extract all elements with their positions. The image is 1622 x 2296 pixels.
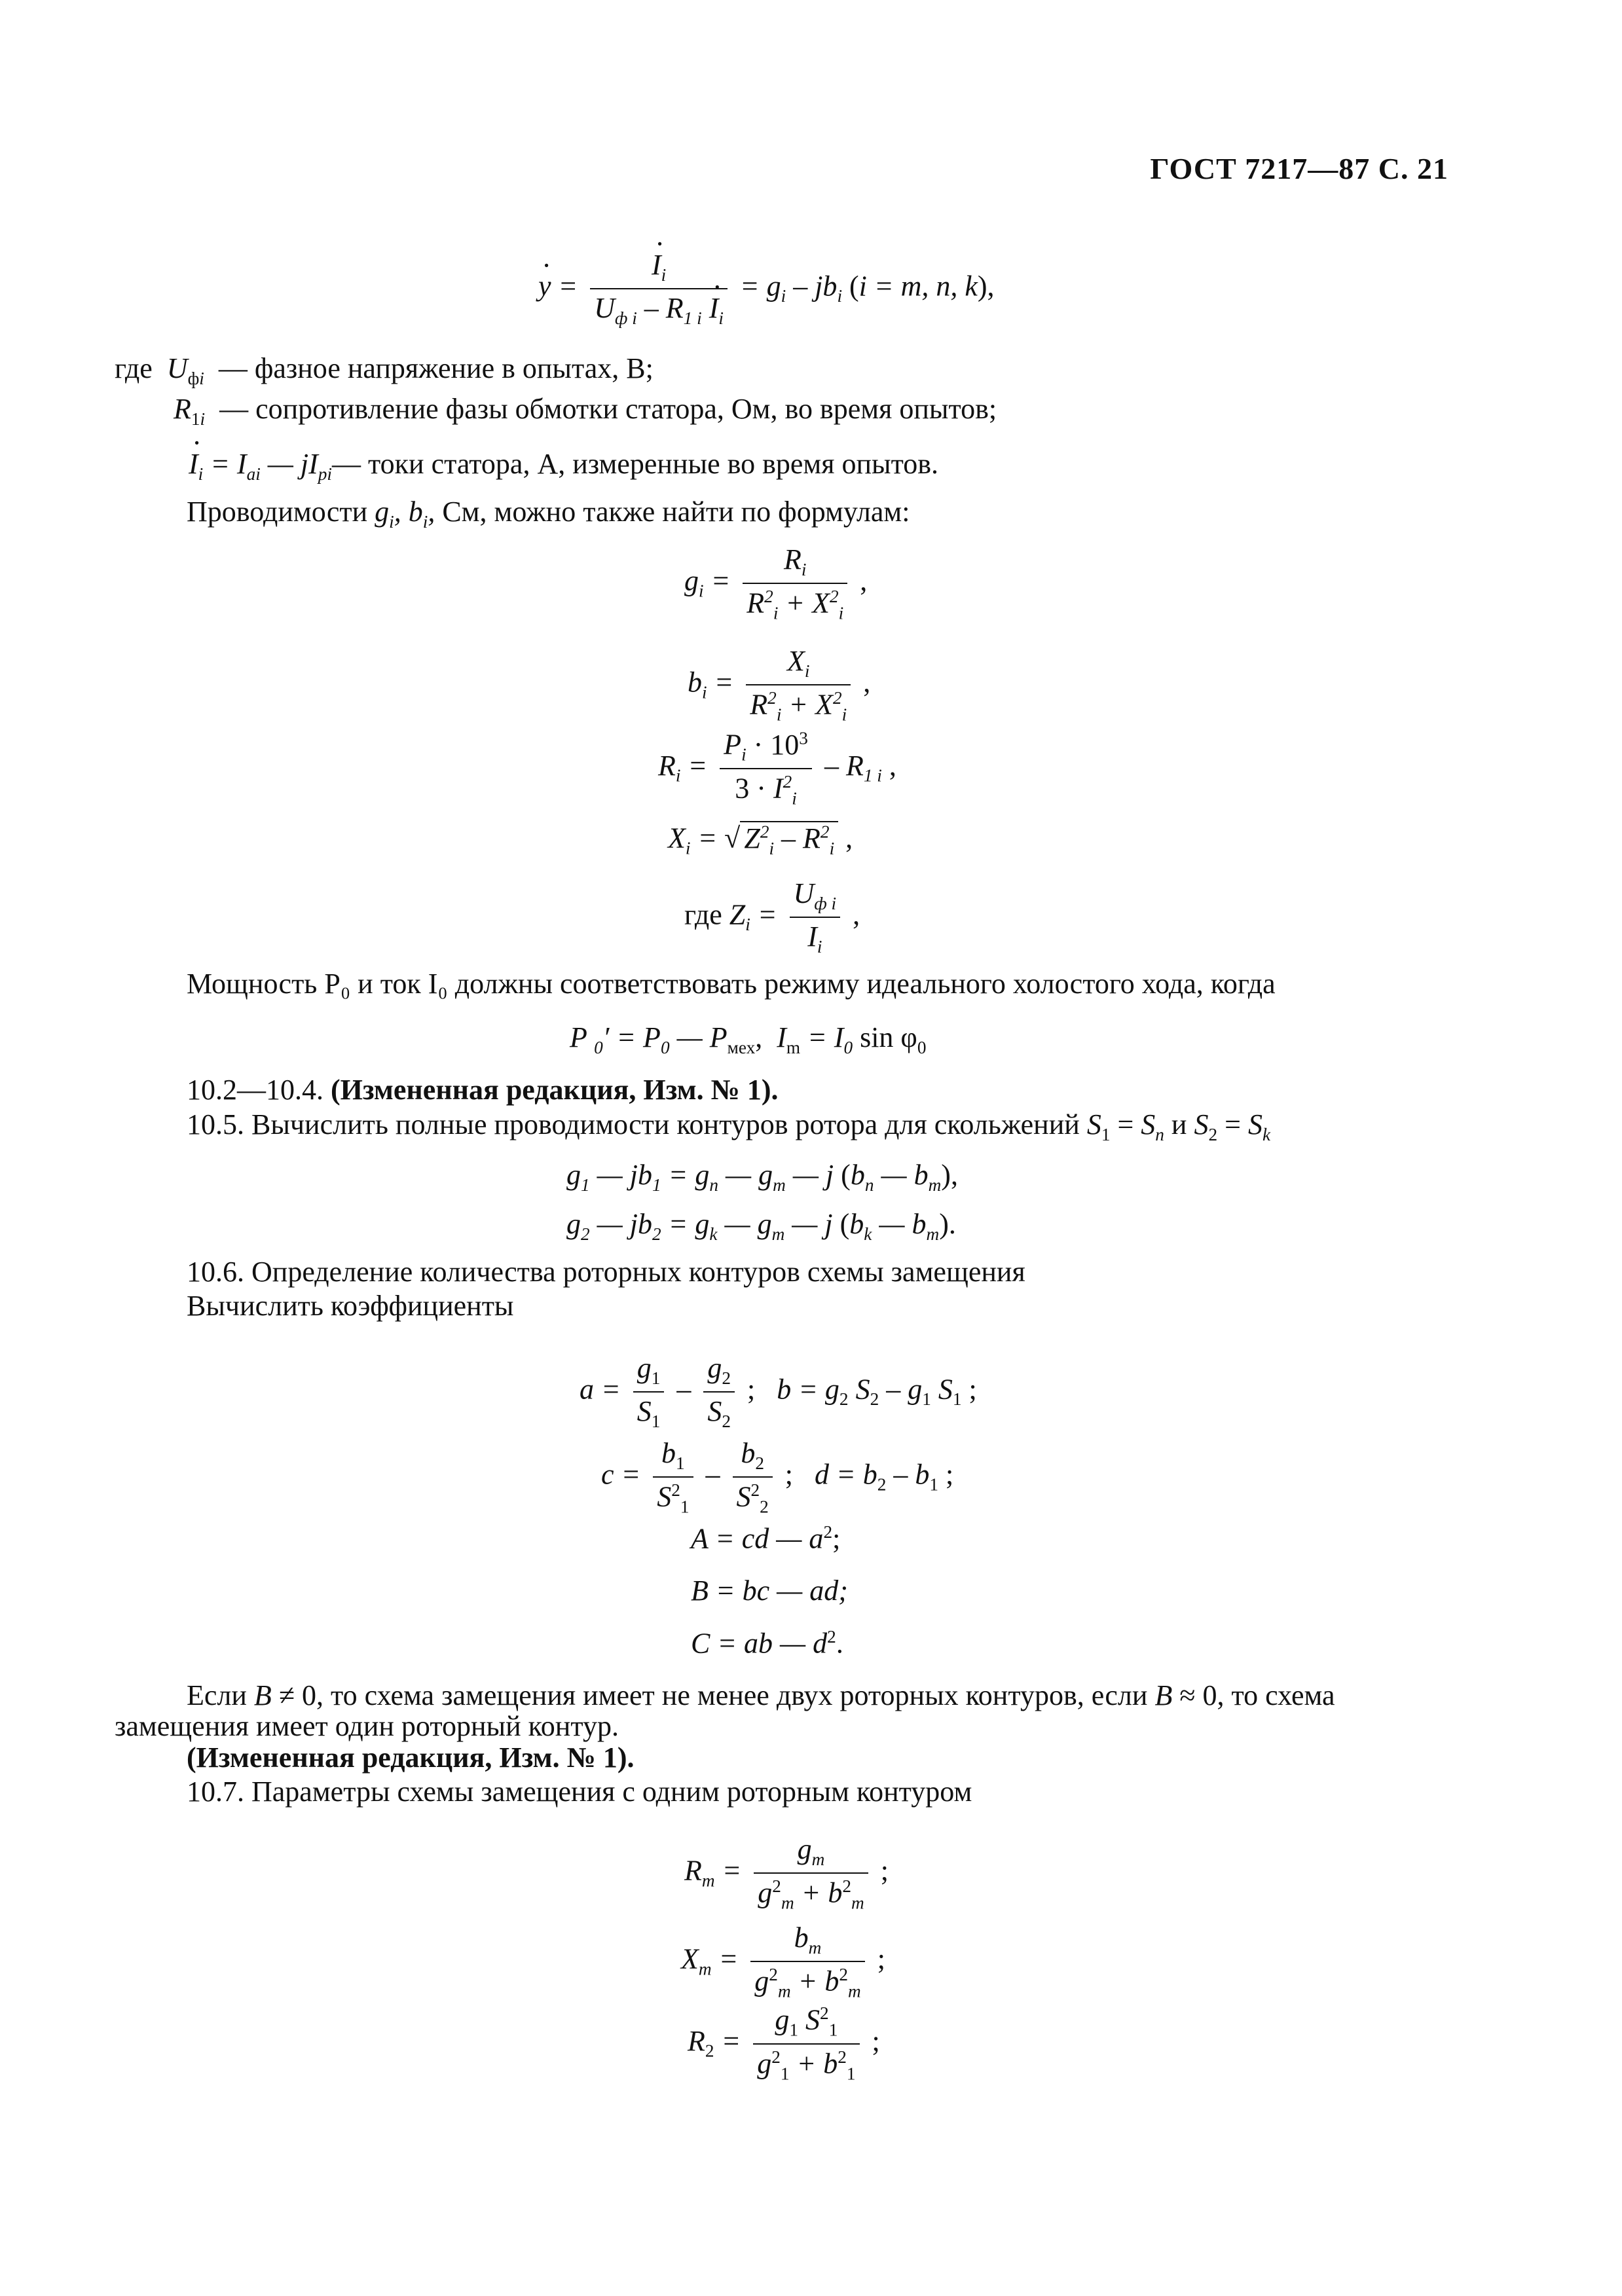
condition-line-2: замещения имеет один роторный контур.	[115, 1710, 619, 1742]
power-line: Мощность P₀ и ток I₀ должны соответствовать режиму идеального холостого хода, когда	[187, 968, 1276, 1000]
formula-x: $X_i$ = √ $Z^2_i - R^2_i$ ,	[668, 822, 853, 858]
formula-Xm: $X_m$ = $\frac{b_m}{g^2_m + b^2_m}$ ;	[681, 1922, 885, 2001]
para-10-2: 10.2—10.4. (Измененная редакция, Изм. № 1).	[187, 1074, 779, 1106]
changed-edition: (Измененная редакция, Изм. № 1).	[187, 1741, 635, 1774]
def-u: где $U_{фi}$ — фазное напряжение в опытах, В;	[115, 352, 654, 388]
formula-R2: $R_2$ = $\frac{g_1 S^2_1}{g^2_1 + b^2_1}$ ;	[688, 2003, 880, 2084]
conduct-intro: Проводимости $g_i$, $b_i$, См, можно также найти по формулам:	[187, 496, 910, 532]
formula-g1: $g_1$ — $jb_1 = g_n$ — $g_m$ — j ($b_n$ — $b_m$),	[566, 1159, 958, 1195]
formula-Rm: $R_m$ = $\frac{g_m}{g^2_m + b^2_m}$ ;	[684, 1833, 889, 1913]
para-10-5: 10.5. Вычислить полные проводимости контуров ротора для скольжений $S_1 = S_n$ и $S_2 = S_k$	[187, 1108, 1271, 1144]
formula-C: C = ab — $d^2$.	[691, 1627, 843, 1660]
formula-c-d: c = $\frac{b_1}{S^2_1}$ – $\frac{b_2}{S^2_2}$ ; $d = b_2 - b_1$ ;	[601, 1437, 954, 1517]
para-10-6a: 10.6. Определение количества роторных контуров схемы замещения	[187, 1256, 1025, 1288]
formula-admittance: · y = · $\frac{I_i}{U_{ф i} - R_{1 i} \cdot I_i}$ = $g_i - jb_i$ (i = m, n, k),	[538, 249, 995, 329]
formula-g2: $g_2$ — $jb_2 = g_k$ — $g_m$ — j ($b_k$ — $b_m$).	[566, 1208, 956, 1244]
formula-z: где $Z_i$ = $\frac{U_{ф i}}{I_i}$ ,	[684, 877, 860, 957]
formula-r: $R_i$ = $\frac{P_i \cdot 10^3}{3 \cdot I^2_i}$ – $R_{1 i}$ ,	[658, 728, 896, 809]
def-r: $R_{1i}$ — сопротивление фазы обмотки статора, Ом, во время опытов;	[174, 393, 997, 429]
formula-g: $g_i$ = $\frac{R_i}{R^2_i + X^2_i}$ ,	[684, 543, 868, 623]
formula-b: $b_i$ = $\frac{X_i}{R^2_i + X^2_i}$ ,	[688, 645, 871, 725]
condition-line: Если B ≠ 0, то схема замещения имеет не менее двух роторных контуров, если B ≈ 0, то схема	[187, 1679, 1335, 1711]
page-header: ГОСТ 7217—87 С. 21	[1150, 152, 1448, 185]
formula-p0: P $_0' = P_0$ — $P_{мех}$, $I_m = I_0$ $\sin \varphi_0$	[570, 1021, 927, 1057]
para-10-7: 10.7. Параметры схемы замещения с одним роторным контуром	[187, 1776, 972, 1808]
def-i: · $I_i = I_{ai}$ — $jI_{pi}—$ токи статора, А, измеренные во время опытов.	[189, 448, 938, 484]
formula-a-b: a = $\frac{g_1}{S_1}$ – $\frac{g_2}{S_2}$ ; $b = g_2$ $S_2 - g_1$ $S_1$ ;	[580, 1352, 977, 1431]
formula-A: A = cd — $a^2$;	[691, 1522, 841, 1555]
para-10-6b: Вычислить коэффициенты	[187, 1290, 514, 1322]
formula-B: B = bc — ad;	[691, 1575, 848, 1607]
